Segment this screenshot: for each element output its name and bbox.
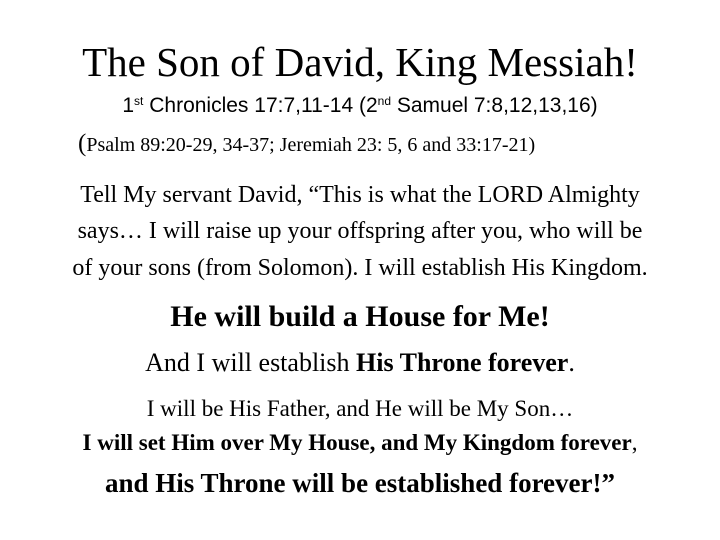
samuel-book-number: 2: [365, 94, 378, 117]
chronicles-book-number: 1: [122, 94, 135, 117]
throne-line-plain: And I will establish: [145, 348, 357, 377]
chronicles-reference: Chronicles 17:7,11-14 (: [143, 94, 366, 117]
kingdom-line-end: ,: [631, 430, 638, 455]
quote-line-2: says… I will raise up your offspring after you, who will be: [77, 218, 643, 244]
chronicles-ordinal-suffix: st: [134, 94, 144, 108]
psalm-jeremiah-reference: [78, 131, 535, 156]
samuel-ordinal-suffix: nd: [377, 94, 391, 108]
kingdom-line: [0, 431, 720, 454]
father-son-line: I will be His Father, and He will be My Son…: [146, 396, 574, 421]
house-line: He will build a House for Me!: [170, 300, 550, 333]
throne-line-bold: His Throne forever: [356, 348, 569, 377]
quote-line-3: of your sons (from Solomon). I will establish His Kingdom.: [72, 255, 648, 281]
established-line: and His Throne will be established forever!”: [104, 468, 616, 498]
slide-title: The Son of David, King Messiah!: [82, 39, 638, 85]
kingdom-line-bold: I will set Him over My House, and My Kingdom forever: [82, 430, 632, 455]
samuel-reference: Samuel 7:8,12,13,16): [391, 94, 598, 117]
psalm-jeremiah-text: Psalm 89:20-29, 34-37; Jeremiah 23: 5, 6 and 33:17-21): [86, 134, 536, 156]
scripture-reference-line: [0, 95, 720, 116]
open-parenthesis: (: [78, 130, 87, 157]
quote-line-1: Tell My servant David, “This is what the LORD Almighty: [80, 182, 640, 208]
throne-line-end: .: [568, 348, 575, 377]
throne-line: [0, 350, 720, 376]
